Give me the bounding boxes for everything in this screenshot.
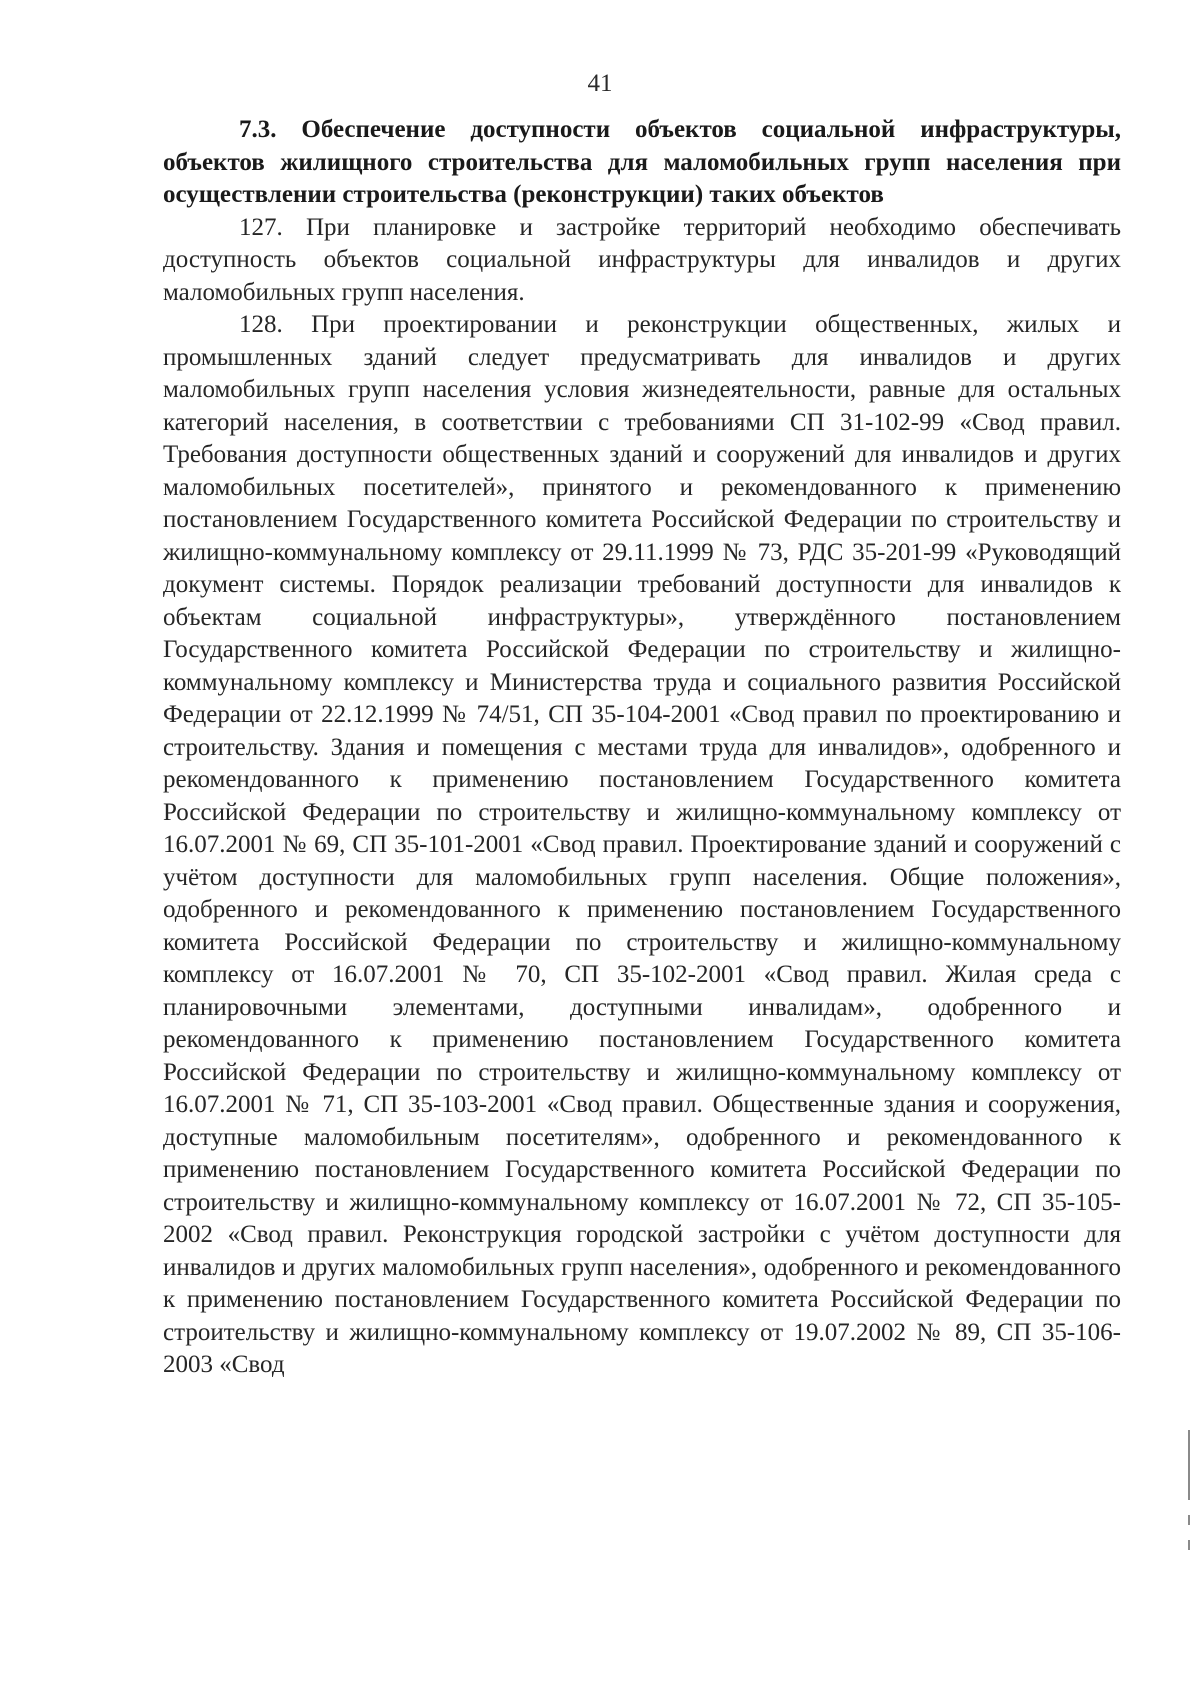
page-number: 41 [587, 70, 613, 97]
scan-edge-mark [1188, 1430, 1190, 1500]
paragraph-127: 127. При планировке и застройке территорий необходимо обеспечивать доступность объектов социальной инфраструктуры для инвалидов и других маломобильных групп населения. [163, 213, 1121, 306]
scan-edge-mark [1188, 1515, 1190, 1525]
paragraph-128: 128. При проектировании и реконструкции общественных, жилых и промышленных зданий следует предусматривать для инвалидов и других маломобильных групп населения условия жизнедеятельности, равные для остальных категорий населения, в соответствии с требованиями СП 31-102-99 «Свод правил. Требования доступности общественных зданий и сооружений для инвалидов и других маломобильных посетителей», принятого и рекомендованного к применению постановлением Государственного комитета Российской Федерации по строительству и жилищно-коммунальному комплексу от 29.11.1999 № 73, РДС 35-201-99 «Руководящий документ системы. Порядок реализации требований доступности для инвалидов к объектам социальной инфраструктуры», утверждённого постановлением Государственного комитета Российской Федерации по строительству и жилищно-коммунальному комплексу и Министерства труда и социального развития Российской Федерации от 22.12.1999 № 74/51, СП 35-104-2001 «Свод правил по проектированию и строительству. Здания и помещения с местами труда для инвалидов», одобренного и рекомендованного к применению постановлением Государственного комитета Российской Федерации по строительству и жилищно-коммунальному комплексу от 16.07.2001 № 69, СП 35-101-2001 «Свод правил. Проектирование зданий и сооружений с учётом доступности для маломобильных групп населения. Общие положения», одобренного и рекомендованного к применению постановлением Государственного комитета Российской Федерации по строительству и жилищно-коммунальному комплексу от 16.07.2001 № 70, СП 35-102-2001 «Свод правил. Жилая среда с планировочными элементами, доступными инвалидам», одобренного и рекомендованного к применению постановлением Государственного комитета Российской Федерации по строительству и жилищно-коммунальному комплексу от 16.07.2001 № 71, СП 35-103-2001 «Свод правил. Общественные здания и сооружения, доступные маломобильным посетителям», одобренного и рекомендованного к применению постановлением Государственного комитета Российской Федерации по строительству и жилищно-коммунальному комплексу от 16.07.2001 № 72, СП 35-105-2002 «Свод правил. Реконструкция городской застройки с учётом доступности для инвалидов и других маломобильных групп населения», одобренного и рекомендованного к применению постановлением Государственного комитета Российской Федерации по строительству и жилищно-коммунальному комплексу от 19.07.2002 № 89, СП 35-106-2003 «Свод [163, 311, 1121, 1378]
document-body [163, 114, 1121, 1382]
scan-edge-mark [1188, 1540, 1190, 1550]
section-heading: 7.3. Обеспечение доступности объектов социальной инфраструктуры, объектов жилищного строительства для маломобильных групп населения при осуществлении строительства (реконструкции) таких объектов [163, 116, 1121, 208]
